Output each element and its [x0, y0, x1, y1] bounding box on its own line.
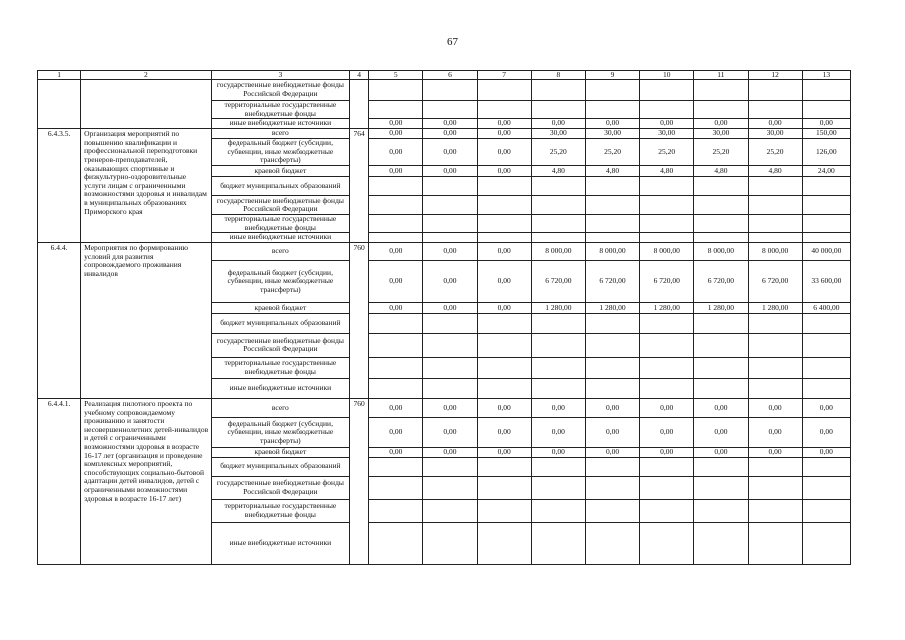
item-name: Мероприятия по формированию условий для развития сопровождаемого проживания инвалидов: [81, 242, 211, 398]
amount-cell: [531, 333, 585, 357]
header-cell: 2: [81, 71, 211, 80]
amount-cell: 126,00: [802, 139, 850, 166]
funding-source: федеральный бюджет (субсидии, субвенции, иные межбюджетные трансферты): [211, 139, 350, 166]
amount-cell: [802, 378, 850, 398]
amount-cell: [369, 457, 423, 476]
amount-cell: [640, 177, 694, 196]
amount-cell: [748, 333, 802, 357]
amount-cell: 6 720,00: [640, 260, 694, 302]
amount-cell: [694, 80, 748, 101]
amount-cell: [531, 80, 585, 101]
item-name: [81, 80, 211, 129]
amount-cell: [477, 101, 531, 119]
amount-cell: 4,80: [748, 166, 802, 177]
amount-cell: [585, 357, 639, 378]
item-code: 6.4.4.: [38, 242, 81, 398]
amount-cell: [531, 313, 585, 333]
amount-cell: 8 000,00: [694, 242, 748, 260]
table-row: [38, 80, 851, 101]
amount-cell: 0,00: [369, 139, 423, 166]
funding-source: территориальные государственные внебюджетные фонды: [211, 101, 350, 119]
amount-cell: 0,00: [694, 398, 748, 417]
amount-cell: 0,00: [369, 447, 423, 457]
amount-cell: [802, 457, 850, 476]
amount-cell: 6 720,00: [585, 260, 639, 302]
amount-cell: [369, 499, 423, 522]
amount-cell: [802, 333, 850, 357]
amount-cell: [477, 313, 531, 333]
amount-cell: [694, 101, 748, 119]
amount-cell: 25,20: [694, 139, 748, 166]
amount-cell: [423, 196, 477, 215]
amount-cell: [640, 215, 694, 233]
amount-cell: [694, 215, 748, 233]
amount-cell: [477, 457, 531, 476]
amount-cell: 0,00: [477, 139, 531, 166]
amount-cell: [585, 313, 639, 333]
amount-cell: 0,00: [369, 417, 423, 447]
amount-cell: 0,00: [477, 129, 531, 139]
amount-cell: 0,00: [423, 139, 477, 166]
amount-cell: 1 280,00: [585, 302, 639, 313]
amount-cell: [640, 357, 694, 378]
amount-cell: [369, 196, 423, 215]
amount-cell: 0,00: [531, 447, 585, 457]
header-cell: 13: [802, 71, 850, 80]
amount-cell: 0,00: [585, 119, 639, 129]
responsible-code: [350, 80, 369, 129]
amount-cell: [369, 476, 423, 499]
amount-cell: 0,00: [477, 417, 531, 447]
amount-cell: [477, 196, 531, 215]
amount-cell: [748, 177, 802, 196]
amount-cell: 0,00: [369, 119, 423, 129]
amount-cell: 0,00: [369, 129, 423, 139]
amount-cell: [640, 378, 694, 398]
item-name: Реализация пилотного проекта по учебному сопровождаемому проживанию и занятости несовершеннолетних детей-инвалидов и детей с ограниченными возможностями здоровья в возрасте 16-17 лет (организация и проведение комплексных мероприятий, способствующих социально-бытовой адаптации детей инвалидов, детей с ограниченными возможностями здоровья в возрасте 16-17 лет): [81, 398, 211, 564]
funding-source: краевой бюджет: [211, 302, 350, 313]
amount-cell: [748, 499, 802, 522]
amount-cell: [694, 499, 748, 522]
amount-cell: [585, 215, 639, 233]
amount-cell: 0,00: [585, 417, 639, 447]
amount-cell: 25,20: [585, 139, 639, 166]
funding-source: федеральный бюджет (субсидии, субвенции, иные межбюджетные трансферты): [211, 260, 350, 302]
amount-cell: [748, 215, 802, 233]
amount-cell: 0,00: [748, 447, 802, 457]
amount-cell: [531, 101, 585, 119]
header-cell: 1: [38, 71, 81, 80]
header-cell: 3: [211, 71, 350, 80]
amount-cell: [640, 101, 694, 119]
amount-cell: 0,00: [585, 398, 639, 417]
amount-cell: 0,00: [748, 398, 802, 417]
amount-cell: [640, 196, 694, 215]
amount-cell: [423, 233, 477, 243]
amount-cell: [477, 522, 531, 564]
amount-cell: 0,00: [640, 398, 694, 417]
amount-cell: 40 000,00: [802, 242, 850, 260]
amount-cell: [369, 215, 423, 233]
amount-cell: [423, 378, 477, 398]
amount-cell: 0,00: [694, 417, 748, 447]
amount-cell: 4,80: [694, 166, 748, 177]
amount-cell: [748, 80, 802, 101]
amount-cell: [423, 457, 477, 476]
page-number: 67: [447, 36, 458, 48]
amount-cell: 0,00: [477, 398, 531, 417]
funding-source: иные внебюджетные источники: [211, 119, 350, 129]
amount-cell: [694, 333, 748, 357]
header-cell: 10: [640, 71, 694, 80]
amount-cell: 0,00: [748, 417, 802, 447]
amount-cell: [802, 80, 850, 101]
amount-cell: 1 280,00: [531, 302, 585, 313]
amount-cell: [748, 233, 802, 243]
amount-cell: 30,00: [531, 129, 585, 139]
amount-cell: [477, 499, 531, 522]
item-code: 6.4.4.1.: [38, 398, 81, 564]
header-cell: 8: [531, 71, 585, 80]
funding-source: территориальные государственные внебюджетные фонды: [211, 357, 350, 378]
amount-cell: 0,00: [423, 447, 477, 457]
amount-cell: [640, 522, 694, 564]
amount-cell: 8 000,00: [640, 242, 694, 260]
amount-cell: 1 280,00: [748, 302, 802, 313]
funding-source: бюджет муниципальных образований: [211, 457, 350, 476]
amount-cell: [477, 215, 531, 233]
amount-cell: 8 000,00: [531, 242, 585, 260]
amount-cell: [585, 233, 639, 243]
amount-cell: 0,00: [802, 398, 850, 417]
responsible-code: 760: [350, 242, 369, 398]
amount-cell: [640, 333, 694, 357]
amount-cell: [369, 80, 423, 101]
amount-cell: [423, 333, 477, 357]
funding-source: государственные внебюджетные фонды Российской Федерации: [211, 476, 350, 499]
amount-cell: 0,00: [640, 447, 694, 457]
amount-cell: [748, 101, 802, 119]
amount-cell: [802, 215, 850, 233]
amount-cell: 30,00: [694, 129, 748, 139]
amount-cell: [423, 522, 477, 564]
amount-cell: [694, 522, 748, 564]
amount-cell: 0,00: [369, 166, 423, 177]
amount-cell: [423, 177, 477, 196]
amount-cell: [423, 476, 477, 499]
amount-cell: 0,00: [477, 260, 531, 302]
amount-cell: [694, 233, 748, 243]
amount-cell: 8 000,00: [748, 242, 802, 260]
amount-cell: [585, 499, 639, 522]
amount-cell: 0,00: [802, 119, 850, 129]
amount-cell: 0,00: [477, 447, 531, 457]
funding-source: иные внебюджетные источники: [211, 522, 350, 564]
amount-cell: [369, 378, 423, 398]
funding-source: государственные внебюджетные фонды Российской Федерации: [211, 333, 350, 357]
amount-cell: 24,00: [802, 166, 850, 177]
amount-cell: [585, 333, 639, 357]
amount-cell: [423, 499, 477, 522]
amount-cell: [640, 233, 694, 243]
amount-cell: [477, 233, 531, 243]
amount-cell: [423, 101, 477, 119]
amount-cell: [369, 333, 423, 357]
funding-source: территориальные государственные внебюджетные фонды: [211, 499, 350, 522]
amount-cell: [585, 101, 639, 119]
amount-cell: [477, 177, 531, 196]
amount-cell: [477, 357, 531, 378]
funding-source: государственные внебюджетные фонды Российской Федерации: [211, 196, 350, 215]
amount-cell: 6 720,00: [694, 260, 748, 302]
amount-cell: 0,00: [531, 417, 585, 447]
header-cell: 4: [350, 71, 369, 80]
amount-cell: [585, 522, 639, 564]
budget-table: [37, 70, 851, 565]
amount-cell: 0,00: [423, 417, 477, 447]
header-cell: 11: [694, 71, 748, 80]
amount-cell: 0,00: [802, 447, 850, 457]
amount-cell: [640, 80, 694, 101]
amount-cell: 4,80: [640, 166, 694, 177]
funding-source: всего: [211, 129, 350, 139]
amount-cell: [585, 80, 639, 101]
amount-cell: [423, 80, 477, 101]
amount-cell: 0,00: [531, 119, 585, 129]
amount-cell: 6 400,00: [802, 302, 850, 313]
amount-cell: [640, 457, 694, 476]
responsible-code: 764: [350, 129, 369, 243]
amount-cell: 0,00: [640, 417, 694, 447]
amount-cell: [748, 313, 802, 333]
amount-cell: 4,80: [585, 166, 639, 177]
header-cell: 9: [585, 71, 639, 80]
amount-cell: 33 600,00: [802, 260, 850, 302]
amount-cell: [802, 476, 850, 499]
amount-cell: 0,00: [477, 242, 531, 260]
amount-cell: [748, 476, 802, 499]
amount-cell: 0,00: [802, 417, 850, 447]
funding-source: всего: [211, 398, 350, 417]
amount-cell: [369, 522, 423, 564]
amount-cell: [694, 476, 748, 499]
amount-cell: [802, 196, 850, 215]
item-name: Организация мероприятий по повышению квалификации и профессиональной переподготовки тренеров-преподавателей, оказывающих спортивные и физкультурно-оздоровительные услуги лицам с ограниченными возможностями здоровья и инвалидам в муниципальных образованиях Приморского края: [81, 129, 211, 243]
amount-cell: 25,20: [531, 139, 585, 166]
amount-cell: 0,00: [694, 119, 748, 129]
header-cell: 5: [369, 71, 423, 80]
amount-cell: [802, 357, 850, 378]
header-cell: 6: [423, 71, 477, 80]
amount-cell: 150,00: [802, 129, 850, 139]
funding-source: иные внебюджетные источники: [211, 233, 350, 243]
item-code: [38, 80, 81, 129]
amount-cell: [531, 357, 585, 378]
amount-cell: [477, 378, 531, 398]
amount-cell: 25,20: [640, 139, 694, 166]
header-row: [38, 71, 851, 80]
amount-cell: [423, 357, 477, 378]
amount-cell: [423, 215, 477, 233]
amount-cell: 30,00: [748, 129, 802, 139]
funding-source: государственные внебюджетные фонды Российской Федерации: [211, 80, 350, 101]
amount-cell: 0,00: [423, 242, 477, 260]
amount-cell: 4,80: [531, 166, 585, 177]
amount-cell: [802, 313, 850, 333]
amount-cell: 0,00: [369, 302, 423, 313]
amount-cell: 6 720,00: [748, 260, 802, 302]
funding-source: бюджет муниципальных образований: [211, 177, 350, 196]
amount-cell: [585, 177, 639, 196]
amount-cell: 1 280,00: [640, 302, 694, 313]
amount-cell: [369, 313, 423, 333]
amount-cell: [694, 177, 748, 196]
amount-cell: [585, 457, 639, 476]
amount-cell: 8 000,00: [585, 242, 639, 260]
amount-cell: [531, 522, 585, 564]
amount-cell: [585, 378, 639, 398]
amount-cell: [802, 233, 850, 243]
amount-cell: 0,00: [423, 119, 477, 129]
amount-cell: 0,00: [640, 119, 694, 129]
amount-cell: [640, 499, 694, 522]
amount-cell: 0,00: [423, 129, 477, 139]
amount-cell: [802, 522, 850, 564]
amount-cell: [694, 457, 748, 476]
amount-cell: 0,00: [423, 260, 477, 302]
amount-cell: [640, 313, 694, 333]
responsible-code: 760: [350, 398, 369, 564]
funding-source: всего: [211, 242, 350, 260]
amount-cell: [369, 233, 423, 243]
amount-cell: [802, 101, 850, 119]
table-row: [38, 398, 851, 417]
amount-cell: [694, 196, 748, 215]
amount-cell: 0,00: [477, 166, 531, 177]
amount-cell: [748, 357, 802, 378]
header-cell: 7: [477, 71, 531, 80]
amount-cell: 6 720,00: [531, 260, 585, 302]
amount-cell: [531, 196, 585, 215]
amount-cell: [748, 196, 802, 215]
amount-cell: [802, 177, 850, 196]
amount-cell: 0,00: [369, 398, 423, 417]
amount-cell: 0,00: [531, 398, 585, 417]
amount-cell: [477, 476, 531, 499]
amount-cell: [423, 313, 477, 333]
amount-cell: 0,00: [477, 302, 531, 313]
amount-cell: [748, 378, 802, 398]
amount-cell: [531, 476, 585, 499]
funding-source: иные внебюджетные источники: [211, 378, 350, 398]
amount-cell: 0,00: [423, 398, 477, 417]
amount-cell: [694, 357, 748, 378]
amount-cell: [477, 80, 531, 101]
amount-cell: 0,00: [585, 447, 639, 457]
amount-cell: 25,20: [748, 139, 802, 166]
amount-cell: 0,00: [423, 166, 477, 177]
amount-cell: [477, 333, 531, 357]
amount-cell: [531, 233, 585, 243]
table-row: [38, 129, 851, 139]
header-cell: 12: [748, 71, 802, 80]
amount-cell: [694, 313, 748, 333]
funding-source: краевой бюджет: [211, 166, 350, 177]
amount-cell: 0,00: [369, 242, 423, 260]
amount-cell: [531, 457, 585, 476]
amount-cell: [640, 476, 694, 499]
amount-cell: 1 280,00: [694, 302, 748, 313]
funding-source: территориальные государственные внебюджетные фонды: [211, 215, 350, 233]
amount-cell: 0,00: [694, 447, 748, 457]
amount-cell: 30,00: [585, 129, 639, 139]
funding-source: федеральный бюджет (субсидии, субвенции, иные межбюджетные трансферты): [211, 417, 350, 447]
table-row: [38, 242, 851, 260]
amount-cell: [585, 476, 639, 499]
amount-cell: [369, 101, 423, 119]
amount-cell: [369, 357, 423, 378]
amount-cell: [531, 378, 585, 398]
amount-cell: [369, 177, 423, 196]
amount-cell: 30,00: [640, 129, 694, 139]
amount-cell: 0,00: [369, 260, 423, 302]
amount-cell: [531, 499, 585, 522]
funding-source: бюджет муниципальных образований: [211, 313, 350, 333]
item-code: 6.4.3.5.: [38, 129, 81, 243]
funding-source: краевой бюджет: [211, 447, 350, 457]
amount-cell: [531, 177, 585, 196]
amount-cell: 0,00: [477, 119, 531, 129]
amount-cell: [585, 196, 639, 215]
amount-cell: [802, 499, 850, 522]
amount-cell: [531, 215, 585, 233]
amount-cell: [748, 457, 802, 476]
amount-cell: 0,00: [423, 302, 477, 313]
amount-cell: [748, 522, 802, 564]
amount-cell: [694, 378, 748, 398]
amount-cell: 0,00: [748, 119, 802, 129]
